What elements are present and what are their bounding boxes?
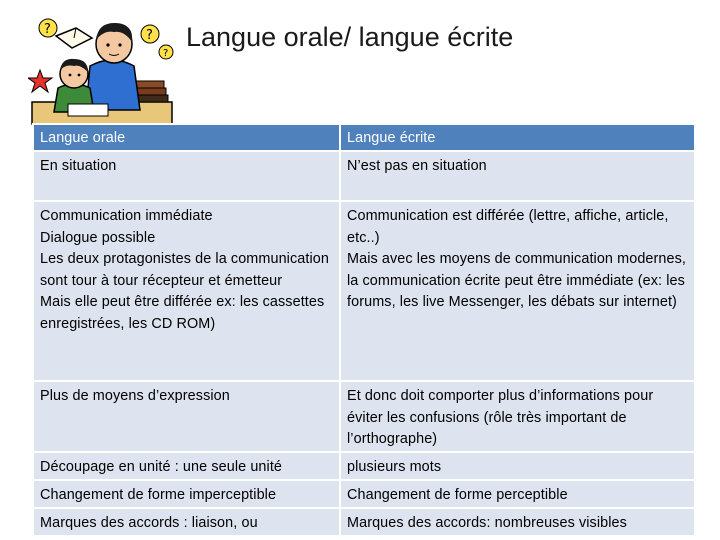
table-row bbox=[33, 452, 695, 480]
page-title: Langue orale/ langue écrite bbox=[186, 22, 514, 52]
table-cell: Changement de forme imperceptible bbox=[33, 480, 340, 508]
table-cell: Plus de moyens d’expression bbox=[33, 381, 340, 452]
table-cell: Découpage en unité : une seule unité bbox=[33, 452, 340, 480]
table-cell: Marques des accords: nombreuses visibles bbox=[340, 508, 695, 536]
table-row bbox=[33, 151, 695, 201]
table-row bbox=[33, 381, 695, 452]
comparison-table bbox=[32, 123, 696, 537]
table-cell: plusieurs mots bbox=[340, 452, 695, 480]
children-studying-clipart bbox=[28, 14, 178, 126]
svg-text:?: ? bbox=[146, 28, 153, 43]
table-row bbox=[33, 480, 695, 508]
table-cell: Et donc doit comporter plus d’informations pour éviter les confusions (rôle très important de l’orthographe) bbox=[340, 381, 695, 452]
table-cell: N’est pas en situation bbox=[340, 151, 695, 201]
table-cell: En situation bbox=[33, 151, 340, 201]
table-header-row bbox=[33, 124, 695, 151]
table-cell: Changement de forme perceptible bbox=[340, 480, 695, 508]
table-row bbox=[33, 201, 695, 381]
svg-text:?: ? bbox=[44, 22, 51, 37]
column-header: Langue écrite bbox=[340, 124, 695, 151]
table-cell: Communication est différée (lettre, affiche, article, etc..) Mais avec les moyens de communication modernes, la communication écrite peut être immédiate (ex: les forums, les live Messenger, les débats sur internet) bbox=[340, 201, 695, 381]
svg-text:?: ? bbox=[163, 48, 169, 59]
table-row bbox=[33, 508, 695, 536]
table-cell: Communication immédiate Dialogue possible Les deux protagonistes de la communication sont tour à tour récepteur et émetteur Mais elle peut être différée ex: les cassettes enregistrées, les CD ROM) bbox=[33, 201, 340, 381]
table-cell: Marques des accords : liaison, ou bbox=[33, 508, 340, 536]
column-header: Langue orale bbox=[33, 124, 340, 151]
